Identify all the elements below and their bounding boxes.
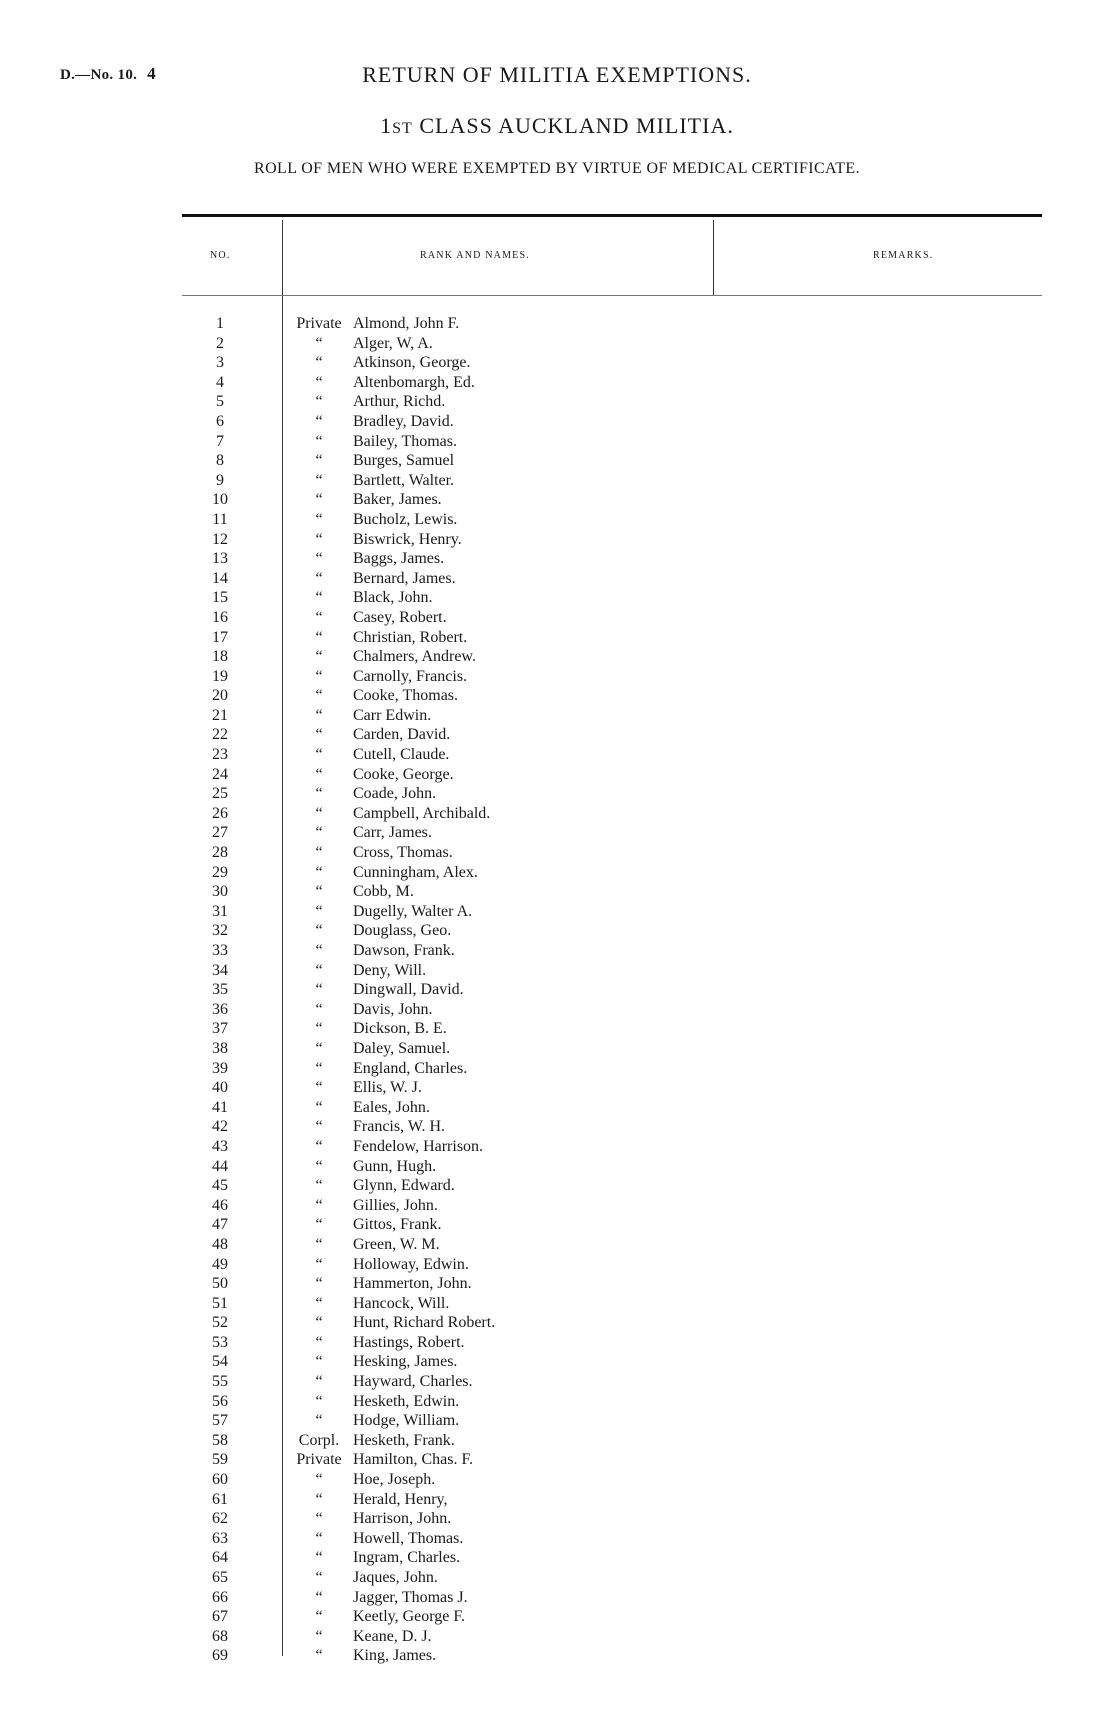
row-number: 30 xyxy=(212,883,228,901)
table-row xyxy=(0,1235,1114,1255)
table-row xyxy=(0,1509,1114,1529)
row-name: Biswrick, Henry. xyxy=(353,530,462,548)
row-name: Bucholz, Lewis. xyxy=(353,510,458,528)
row-number: 39 xyxy=(212,1059,228,1077)
row-name: Jagger, Thomas J. xyxy=(353,1588,468,1606)
row-name: Bartlett, Walter. xyxy=(353,471,455,489)
row-rank: “ xyxy=(315,726,323,744)
row-name: Campbell, Archibald. xyxy=(353,804,491,822)
row-name: Baker, James. xyxy=(353,491,442,509)
table-row xyxy=(0,1000,1114,1020)
row-rank: Private xyxy=(296,315,342,332)
row-name: Coade, John. xyxy=(353,785,437,803)
row-rank: “ xyxy=(315,1647,323,1665)
row-name: Deny, Will. xyxy=(353,961,427,979)
row-rank: “ xyxy=(315,1569,323,1586)
row-number: 6 xyxy=(216,412,224,430)
row-name: Cooke, Thomas. xyxy=(353,687,459,705)
row-name: Howell, Thomas. xyxy=(353,1529,464,1547)
table-row xyxy=(0,1627,1114,1647)
table-row xyxy=(0,432,1114,452)
table-row xyxy=(0,1352,1114,1372)
row-number: 25 xyxy=(212,785,228,803)
row-rank: “ xyxy=(315,628,323,646)
table-row xyxy=(0,667,1114,687)
row-name: Cross, Thomas. xyxy=(353,844,453,862)
row-rank: “ xyxy=(315,902,323,920)
row-number: 2 xyxy=(216,334,224,352)
subtitle-prefix: 1 xyxy=(380,113,393,138)
row-number: 45 xyxy=(212,1177,228,1195)
row-number: 55 xyxy=(212,1373,228,1391)
row-name: Bradley, David. xyxy=(353,412,454,430)
row-number: 65 xyxy=(212,1569,228,1586)
row-name: Eales, John. xyxy=(353,1098,430,1116)
row-name: Hayward, Charles. xyxy=(353,1373,473,1391)
row-name: Cooke, George. xyxy=(353,765,454,783)
row-number: 16 xyxy=(212,608,228,626)
column-header-rule xyxy=(182,295,1042,296)
row-name: Keane, D. J. xyxy=(353,1627,432,1645)
header-rule xyxy=(182,214,1042,217)
row-number: 46 xyxy=(212,1196,228,1214)
row-number: 68 xyxy=(212,1627,228,1645)
row-rank: “ xyxy=(315,334,323,352)
row-name: Christian, Robert. xyxy=(353,628,468,646)
row-name: Altenbomargh, Ed. xyxy=(353,373,475,391)
row-name: Dawson, Frank. xyxy=(353,942,455,959)
table-row xyxy=(0,1470,1114,1490)
row-rank: “ xyxy=(315,608,323,626)
row-name: England, Charles. xyxy=(353,1059,468,1077)
row-name: Gunn, Hugh. xyxy=(353,1157,437,1175)
table-row xyxy=(0,823,1114,843)
roll-caption: ROLL OF MEN WHO WERE EXEMPTED BY VIRTUE OF MEDICAL CERTIFICATE. xyxy=(254,160,860,177)
table-row xyxy=(0,1490,1114,1510)
column-header-remarks: REMARKS. xyxy=(873,250,934,261)
row-rank: “ xyxy=(315,1216,323,1234)
table-row xyxy=(0,1019,1114,1039)
row-name: Hunt, Richard Robert. xyxy=(353,1314,496,1332)
row-number: 31 xyxy=(212,902,228,920)
row-name: Burges, Samuel xyxy=(353,452,455,470)
row-number: 42 xyxy=(212,1118,228,1136)
row-name: Arthur, Richd. xyxy=(353,393,446,411)
table-row xyxy=(0,1529,1114,1549)
row-number: 50 xyxy=(212,1275,228,1293)
table-row xyxy=(0,1039,1114,1059)
row-number: 62 xyxy=(212,1510,228,1528)
row-rank: “ xyxy=(315,765,323,783)
row-rank: “ xyxy=(315,746,323,764)
row-name: King, James. xyxy=(353,1647,437,1665)
table-row xyxy=(0,373,1114,393)
row-number: 24 xyxy=(212,765,228,783)
row-rank: “ xyxy=(315,1177,323,1195)
table-row xyxy=(0,1117,1114,1137)
row-rank: “ xyxy=(315,1412,323,1430)
row-rank: “ xyxy=(315,883,323,901)
row-number: 69 xyxy=(212,1647,228,1665)
row-name: Gillies, John. xyxy=(353,1196,438,1214)
row-name: Ellis, W. J. xyxy=(353,1079,422,1097)
column-header-no: NO. xyxy=(210,250,231,261)
row-rank: “ xyxy=(315,804,323,822)
doc-ref: D.—No. 10. xyxy=(60,67,138,83)
row-name: Dingwall, David. xyxy=(353,981,464,999)
row-name: Ingram, Charles. xyxy=(353,1549,461,1567)
row-number: 58 xyxy=(212,1431,228,1449)
row-name: Herald, Henry, xyxy=(353,1490,448,1508)
row-number: 26 xyxy=(212,804,228,822)
row-number: 20 xyxy=(212,687,228,705)
table-row xyxy=(0,1313,1114,1333)
row-number: 34 xyxy=(212,961,228,979)
table-row xyxy=(0,1392,1114,1412)
row-name: Harrison, John. xyxy=(353,1510,452,1528)
row-number: 12 xyxy=(212,530,228,548)
row-rank: “ xyxy=(315,1333,323,1351)
row-name: Carr Edwin. xyxy=(353,706,432,724)
table-row xyxy=(0,941,1114,961)
row-name: Francis, W. H. xyxy=(353,1118,445,1136)
table-row xyxy=(0,1431,1114,1451)
row-name: Dugelly, Walter A. xyxy=(353,902,473,920)
row-number: 1 xyxy=(216,315,224,332)
table-row xyxy=(0,1255,1114,1275)
table-row xyxy=(0,1215,1114,1235)
table-row xyxy=(0,549,1114,569)
row-number: 51 xyxy=(212,1294,228,1312)
row-rank: “ xyxy=(315,1000,323,1018)
table-row xyxy=(0,471,1114,491)
row-number: 7 xyxy=(216,432,224,450)
row-number: 27 xyxy=(212,824,228,842)
row-number: 4 xyxy=(216,373,224,391)
row-name: Hastings, Robert. xyxy=(353,1333,465,1351)
table-row xyxy=(0,530,1114,550)
row-name: Hesketh, Frank. xyxy=(353,1431,455,1449)
row-name: Dickson, B. E. xyxy=(353,1020,447,1038)
table-row xyxy=(0,1078,1114,1098)
table-row xyxy=(0,412,1114,432)
table-row xyxy=(0,863,1114,883)
row-name: Green, W. M. xyxy=(353,1235,440,1253)
table-row xyxy=(0,980,1114,1000)
table-row xyxy=(0,353,1114,373)
row-name: Hancock, Will. xyxy=(353,1294,450,1312)
table-row xyxy=(0,314,1114,334)
row-rank: “ xyxy=(315,1137,323,1155)
exemption-roll xyxy=(0,314,1114,1666)
page-number: 4 xyxy=(147,64,156,83)
row-rank: “ xyxy=(315,1314,323,1332)
table-row xyxy=(0,1157,1114,1177)
table-row xyxy=(0,745,1114,765)
table-row xyxy=(0,1098,1114,1118)
row-number: 15 xyxy=(212,589,228,607)
row-number: 11 xyxy=(212,510,228,528)
row-rank: “ xyxy=(315,706,323,724)
row-name: Gittos, Frank. xyxy=(353,1216,442,1234)
row-rank: “ xyxy=(315,1196,323,1214)
row-name: Alger, W, A. xyxy=(353,334,433,352)
table-row xyxy=(0,647,1114,667)
row-rank: Corpl. xyxy=(298,1431,340,1449)
table-row xyxy=(0,510,1114,530)
table-row xyxy=(0,1568,1114,1588)
row-number: 48 xyxy=(212,1235,228,1253)
row-rank: “ xyxy=(315,569,323,587)
row-name: Hamilton, Chas. F. xyxy=(353,1451,474,1469)
row-rank: “ xyxy=(315,785,323,803)
table-row xyxy=(0,569,1114,589)
subtitle-rest: CLASS AUCKLAND MILITIA. xyxy=(412,113,734,138)
row-rank: “ xyxy=(315,942,323,959)
row-rank: “ xyxy=(315,1255,323,1273)
row-number: 53 xyxy=(212,1333,228,1351)
column-divider-right xyxy=(713,220,714,295)
table-row xyxy=(0,490,1114,510)
row-rank: “ xyxy=(315,491,323,509)
row-name: Atkinson, George. xyxy=(353,354,471,372)
row-rank: “ xyxy=(315,1157,323,1175)
table-row xyxy=(0,451,1114,471)
row-rank: “ xyxy=(315,412,323,430)
row-number: 64 xyxy=(212,1549,228,1567)
row-number: 13 xyxy=(212,550,228,568)
row-name: Daley, Samuel. xyxy=(353,1039,451,1057)
row-rank: “ xyxy=(315,1294,323,1312)
row-rank: “ xyxy=(315,844,323,862)
row-rank: “ xyxy=(315,530,323,548)
page-subtitle xyxy=(0,113,1114,139)
table-row xyxy=(0,1646,1114,1666)
row-number: 67 xyxy=(212,1608,228,1626)
row-name: Hoe, Joseph. xyxy=(353,1471,436,1489)
table-row xyxy=(0,1294,1114,1314)
row-rank: “ xyxy=(315,667,323,685)
row-name: Almond, John F. xyxy=(353,315,460,332)
row-rank: “ xyxy=(315,393,323,411)
row-number: 3 xyxy=(216,354,224,372)
table-row xyxy=(0,882,1114,902)
row-name: Davis, John. xyxy=(353,1000,433,1018)
row-name: Cunningham, Alex. xyxy=(353,863,478,881)
row-number: 35 xyxy=(212,981,228,999)
row-number: 10 xyxy=(212,491,228,509)
row-rank: “ xyxy=(315,1373,323,1391)
table-row xyxy=(0,1548,1114,1568)
row-name: Chalmers, Andrew. xyxy=(353,648,476,666)
row-name: Glynn, Edward. xyxy=(353,1177,455,1195)
row-rank: “ xyxy=(315,1353,323,1371)
row-number: 5 xyxy=(216,393,224,411)
row-rank: “ xyxy=(315,1529,323,1547)
row-name: Keetly, George F. xyxy=(353,1608,466,1626)
row-number: 49 xyxy=(212,1255,228,1273)
row-number: 22 xyxy=(212,726,228,744)
row-rank: “ xyxy=(315,432,323,450)
row-rank: “ xyxy=(315,824,323,842)
row-name: Fendelow, Harrison. xyxy=(353,1137,484,1155)
row-rank: “ xyxy=(315,648,323,666)
row-number: 44 xyxy=(212,1157,228,1175)
row-name: Baggs, James. xyxy=(353,550,445,568)
row-name: Black, John. xyxy=(353,589,433,607)
row-rank: “ xyxy=(315,981,323,999)
row-name: Carr, James. xyxy=(353,824,432,842)
row-number: 29 xyxy=(212,863,228,881)
table-row xyxy=(0,1411,1114,1431)
row-number: 47 xyxy=(212,1216,228,1234)
table-row xyxy=(0,1607,1114,1627)
table-row xyxy=(0,784,1114,804)
table-row xyxy=(0,804,1114,824)
row-rank: “ xyxy=(315,1510,323,1528)
row-number: 60 xyxy=(212,1471,228,1489)
row-name: Bernard, James. xyxy=(353,569,456,587)
row-rank: “ xyxy=(315,1098,323,1116)
table-row xyxy=(0,843,1114,863)
row-rank: “ xyxy=(315,550,323,568)
row-number: 23 xyxy=(212,746,228,764)
row-rank: “ xyxy=(315,922,323,940)
row-number: 8 xyxy=(216,452,224,470)
row-number: 36 xyxy=(212,1000,228,1018)
row-number: 21 xyxy=(212,706,228,724)
row-name: Carnolly, Francis. xyxy=(353,667,468,685)
row-rank: “ xyxy=(315,471,323,489)
row-number: 59 xyxy=(212,1451,228,1469)
row-rank: “ xyxy=(315,1039,323,1057)
row-name: Casey, Robert. xyxy=(353,608,447,626)
row-rank: “ xyxy=(315,1118,323,1136)
row-rank: “ xyxy=(315,1471,323,1489)
row-name: Hesketh, Edwin. xyxy=(353,1392,460,1410)
row-rank: “ xyxy=(315,452,323,470)
row-number: 9 xyxy=(216,471,224,489)
table-row xyxy=(0,1196,1114,1216)
row-rank: “ xyxy=(315,1588,323,1606)
table-row xyxy=(0,334,1114,354)
row-name: Hodge, William. xyxy=(353,1412,460,1430)
row-rank: “ xyxy=(315,1549,323,1567)
row-rank: “ xyxy=(315,863,323,881)
row-number: 14 xyxy=(212,569,228,587)
page-title: RETURN OF MILITIA EXEMPTIONS. xyxy=(362,62,752,87)
row-name: Hesking, James. xyxy=(353,1353,458,1371)
row-number: 52 xyxy=(212,1314,228,1332)
row-rank: “ xyxy=(315,1059,323,1077)
row-name: Jaques, John. xyxy=(353,1569,438,1586)
table-row xyxy=(0,628,1114,648)
row-rank: “ xyxy=(315,1079,323,1097)
table-row xyxy=(0,1450,1114,1470)
row-name: Cobb, M. xyxy=(353,883,414,901)
row-number: 41 xyxy=(212,1098,228,1116)
row-number: 17 xyxy=(212,628,228,646)
row-rank: Private xyxy=(296,1451,342,1469)
table-row xyxy=(0,961,1114,981)
row-rank: “ xyxy=(315,1490,323,1508)
row-number: 19 xyxy=(212,667,228,685)
row-rank: “ xyxy=(315,1608,323,1626)
table-row xyxy=(0,765,1114,785)
table-row xyxy=(0,392,1114,412)
row-number: 37 xyxy=(212,1020,228,1038)
table-row xyxy=(0,1588,1114,1608)
row-rank: “ xyxy=(315,1392,323,1410)
row-number: 63 xyxy=(212,1529,228,1547)
table-row xyxy=(0,608,1114,628)
column-header-names: RANK AND NAMES. xyxy=(420,250,530,261)
row-number: 18 xyxy=(212,648,228,666)
row-rank: “ xyxy=(315,373,323,391)
row-number: 38 xyxy=(212,1039,228,1057)
row-rank: “ xyxy=(315,1020,323,1038)
table-row xyxy=(0,1176,1114,1196)
row-name: Douglass, Geo. xyxy=(353,922,452,940)
table-row xyxy=(0,1059,1114,1079)
table-row xyxy=(0,902,1114,922)
row-number: 40 xyxy=(212,1079,228,1097)
table-row xyxy=(0,725,1114,745)
row-rank: “ xyxy=(315,687,323,705)
row-rank: “ xyxy=(315,510,323,528)
row-rank: “ xyxy=(315,1627,323,1645)
table-row xyxy=(0,921,1114,941)
row-number: 57 xyxy=(212,1412,228,1430)
row-number: 28 xyxy=(212,844,228,862)
table-row xyxy=(0,706,1114,726)
table-row xyxy=(0,686,1114,706)
row-number: 33 xyxy=(212,942,228,959)
row-rank: “ xyxy=(315,961,323,979)
table-row xyxy=(0,588,1114,608)
row-rank: “ xyxy=(315,1275,323,1293)
row-number: 61 xyxy=(212,1490,228,1508)
row-number: 66 xyxy=(212,1588,228,1606)
row-rank: “ xyxy=(315,589,323,607)
row-number: 56 xyxy=(212,1392,228,1410)
table-row xyxy=(0,1137,1114,1157)
row-name: Cutell, Claude. xyxy=(353,746,450,764)
row-rank: “ xyxy=(315,354,323,372)
row-name: Bailey, Thomas. xyxy=(353,432,457,450)
row-number: 32 xyxy=(212,922,228,940)
row-rank: “ xyxy=(315,1235,323,1253)
row-name: Hammerton, John. xyxy=(353,1275,472,1293)
table-row xyxy=(0,1372,1114,1392)
row-name: Carden, David. xyxy=(353,726,451,744)
table-row xyxy=(0,1274,1114,1294)
subtitle-sup: ST xyxy=(392,120,413,137)
row-number: 43 xyxy=(212,1137,228,1155)
row-number: 54 xyxy=(212,1353,228,1371)
row-name: Holloway, Edwin. xyxy=(353,1255,469,1273)
table-row xyxy=(0,1333,1114,1353)
